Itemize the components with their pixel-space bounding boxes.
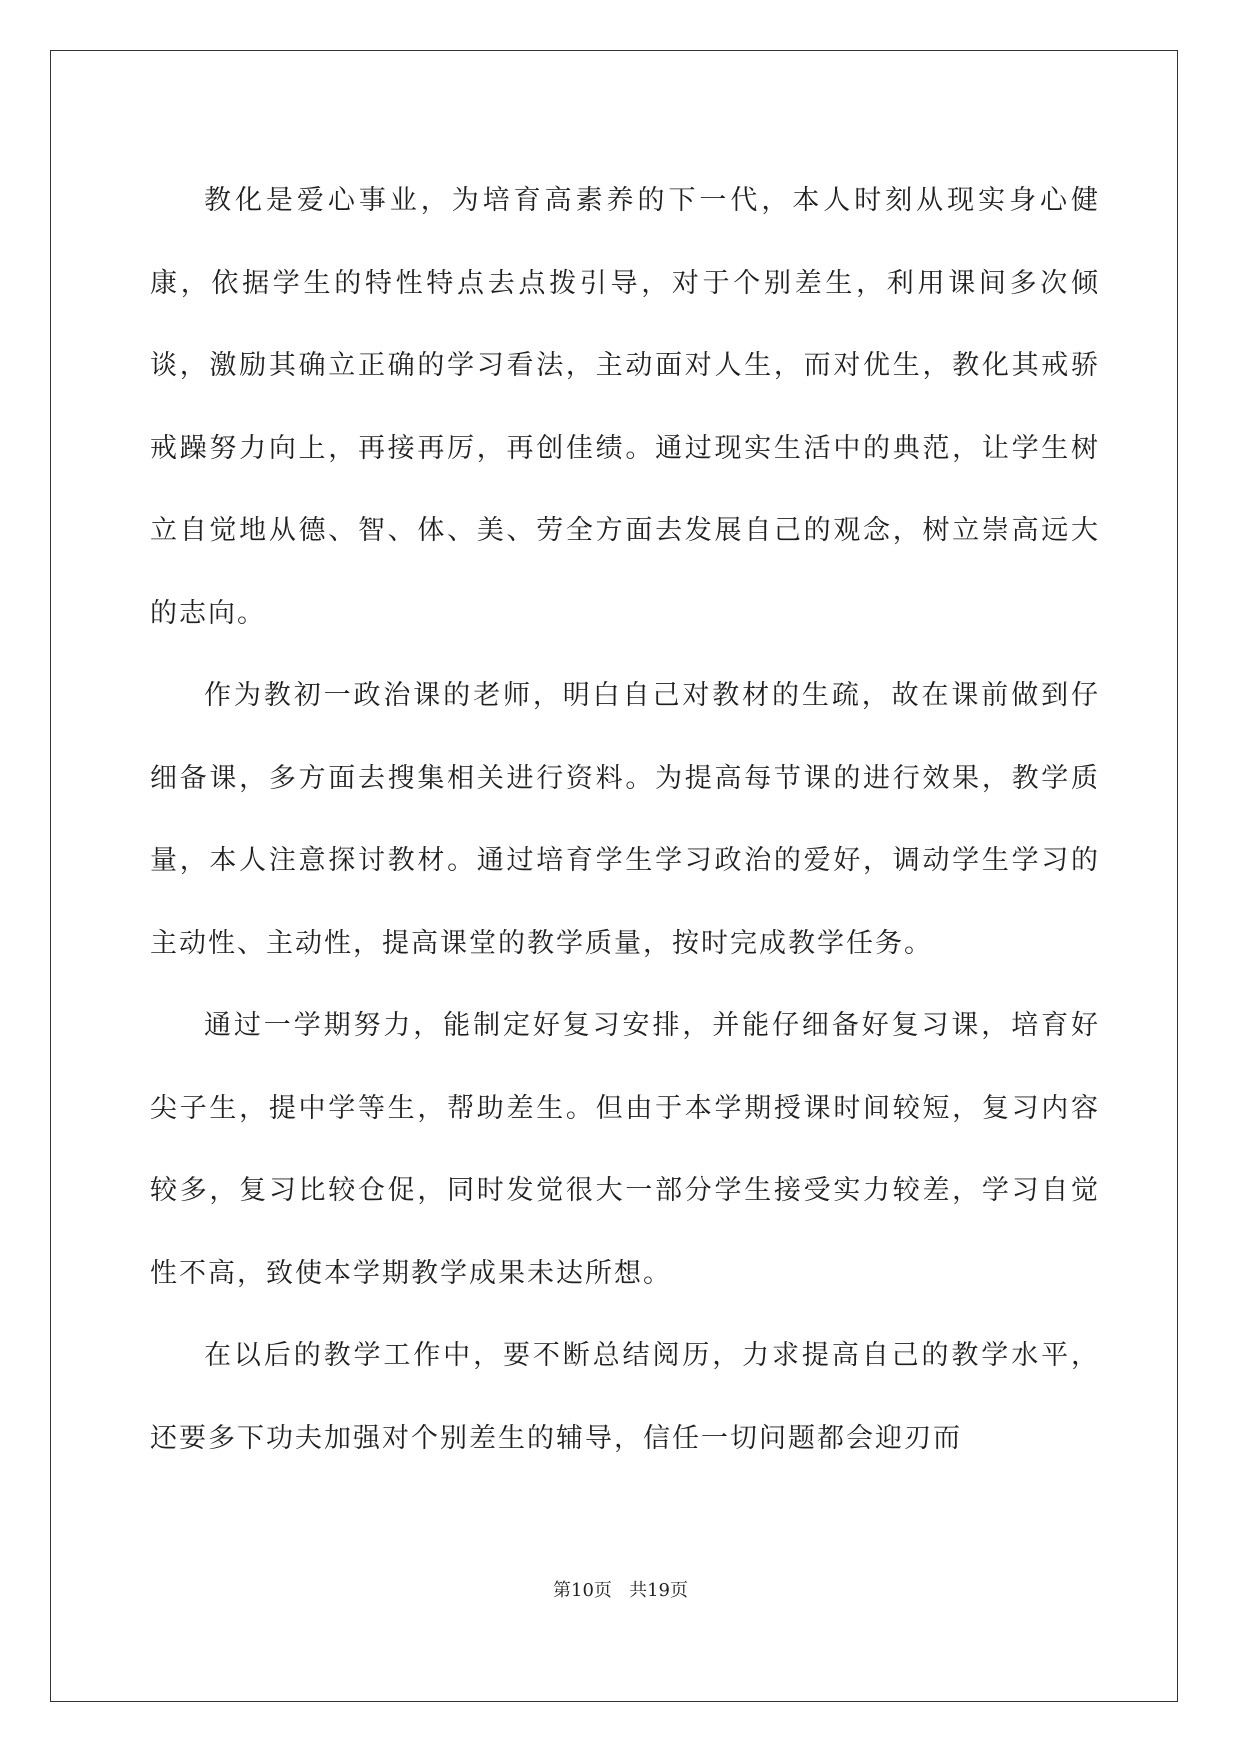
paragraph-4: 在以后的教学工作中，要不断总结阅历，力求提高自己的教学水平，还要多下功夫加强对个别差生的辅导，信任一切问题都会迎刃而 — [150, 1340, 1100, 1454]
document-body — [150, 160, 1100, 1480]
page-footer — [0, 1576, 1241, 1602]
paragraph-1: 教化是爱心事业，为培育高素养的下一代，本人时刻从现实身心健康，依据学生的特性特点去点拨引导，对于个别差生，利用课间多次倾谈，激励其确立正确的学习看法，主动面对人生，而对优生，教化其戒骄戒躁努力向上，再接再厉，再创佳绩。通过现实生活中的典范，让学生树立自觉地从德、智、体、美、劳全方面去发展自己的观念，树立崇高远大的志向。 — [150, 185, 1100, 629]
footer-gap — [612, 1580, 629, 1601]
paragraph-2: 作为教初一政治课的老师，明白自己对教材的生疏，故在课前做到仔细备课，多方面去搜集相关进行资料。为提高每节课的进行效果，教学质量，本人注意探讨教材。通过培育学生学习政治的爱好，调动学生学习的主动性、主动性，提高课堂的教学质量，按时完成教学任务。 — [150, 680, 1100, 959]
page-total: 共19页 — [629, 1580, 688, 1601]
paragraph-3: 通过一学期努力，能制定好复习安排，并能仔细备好复习课，培育好尖子生，提中学等生，帮助差生。但由于本学期授课时间较短，复习内容较多，复习比较仓促，同时发觉很大一部分学生接受实力较差，学习自觉性不高，致使本学期教学成果未达所想。 — [150, 1010, 1100, 1289]
page-number: 第10页 — [553, 1580, 612, 1601]
